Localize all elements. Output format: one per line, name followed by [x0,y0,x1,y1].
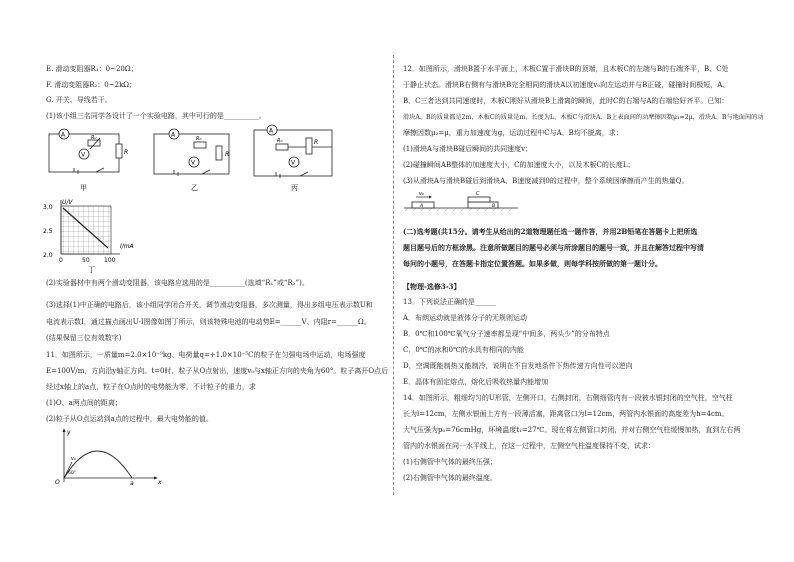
u-i-graph [28,196,158,276]
question-1: (1)该小组三名同学各设计了一个实验电路，其中可行的是__________。 [46,112,266,120]
graph-y-tick: 2.5 [43,228,53,235]
angle-label: 60° [68,471,76,476]
question-3-line-1: (3)选择(1)中正确的电路后，该小组同学闭合开关，调节滑动变阻器，多次测量，得出多组电压表示数U和 [46,301,373,309]
ammeter-label: A [61,131,66,139]
question-11-sub-2: (2)粒子从O点运动到a点的过程中，最大电势能的值。 [46,415,213,423]
svg-text:R₀: R₀ [91,135,97,141]
question-2: (2)实验器材中有两个滑动变阻器，该电路应选用的是__________(选填“R₁”或“R₂”)。 [46,279,309,287]
axis-x-label: x [158,479,162,486]
question-3-line-2: 电流表示数I，通过描点画出U-I图像如图丁所示，则该特殊电池的电动势E=______V、内阻r=______Ω。 [46,318,371,326]
circuit-jia [49,129,122,174]
question-14-line-2: 长为l=12cm，左侧水银面上方有一段薄活塞，距离管口为l=12cm，两管内水银面的高度差为h=4cm。 [403,410,729,418]
question-14-line-3: 大气压强为p₀=76cmHg，环境温度t₁=27℃。现在将左侧管口封闭，并对右侧空气柱缓慢加热，直到左右两 [403,426,741,434]
question-12-sub-1: (1)滑块A与滑块B碰后瞬间的共同速度v； [403,145,533,153]
blocks-figure [402,190,522,212]
graph-x-tick: 50 [82,257,90,264]
v0-label: v₀ [71,456,76,462]
question-13-option-a: A．布朗运动就是液体分子的无规则运动 [403,314,528,322]
question-11-line-1: 11．如图所示，一质量m=2.0×10⁻⁹kg、电荷量q=+1.0×10⁻⁵C的粒子在匀强电场中运动，电场强度 [46,351,366,359]
option-e: E. 滑动变阻器R₁：0~20Ω； [46,65,138,73]
graph-x-tick: 100 [104,257,116,264]
question-12-sub-3: (3)从滑块A与滑块B碰后到滑块A、B速度减到0的过程中，整个系统因摩擦而产生的热量Q。 [403,177,689,185]
elective-instruction-line-1: (二)选考题(共15分。请考生从给出的2道物理题任选一题作答，并用2B铅笔在答题卡上把所选 [403,227,698,236]
question-13-option-e: E．晶体有固定熔点，熔化后吸收热量内能增加 [403,378,549,386]
question-14-line-4: 管内的水银面在同一水平线上，在这一过程中，左侧空气柱温度保持不变，试求： [403,442,655,450]
question-12-line-1: 12．如图所示，滑块B置于水平面上，木板C置于滑块B的顶端，且木板C的左端与B的右端齐平，B、C处 [403,65,729,73]
circuit-label-yi: 乙 [191,184,198,192]
svg-text:A: A [269,127,274,135]
question-11-line-3: 经过x轴上的a点，粒子在O点时的电势能为零，不计粒子的重力，求 [46,383,256,391]
circuit-yi [154,129,229,176]
option-f: F. 滑动变阻器R₂：0~2kΩ； [46,81,137,89]
elective-instruction-line-3: 每问的小题号，在答题卡指定位置答题。如果多做，则每学科按所做的第一题计分。 [403,259,662,268]
voltmeter-label: V [81,151,86,159]
question-11-line-2: E=100V/m，方向沿y轴正方向。t=0时，粒子从O点射出，速度v₀与x轴正方向的夹角为60°。粒子离开O点后 [46,367,389,375]
graph-y-label: U/V [62,199,73,206]
point-a-label: a [130,480,134,486]
svg-text:R: R [314,139,319,146]
v0-label: v₀ [419,191,424,197]
svg-text:R₀: R₀ [277,138,283,144]
circuit-diagrams [44,124,344,194]
svg-text:V: V [291,159,296,167]
question-13-option-d: D．空调既能制热又能制冷，说明在不自发地条件下热传递方向性可以逆向 [403,362,633,370]
circuit-label-jia: 甲 [80,184,87,192]
question-14-sub-1: (1)右侧管中气体的最终压强； [403,458,497,466]
elective-instruction-line-2: 题目题号后的方框涂黑。注意所做题目的题号必须与所涂题目的题号一致，并且在解答过程中写清 [403,243,704,252]
label-c: C [476,191,480,197]
board-c [468,197,490,202]
graph-caption: 丁 [88,266,95,274]
option-g: G. 开关、导线若干。 [46,96,112,104]
column-divider [393,55,394,495]
question-12-sub-2: (2)碰撞瞬间AB整体的加速度大小，C的加速度大小，以及木板C的长度L； [403,161,635,169]
svg-text:R: R [225,151,230,158]
origin-label: O [55,479,60,486]
question-14-line-1: 14．如图所示，粗细均匀的U形管，左侧开口，右侧封闭，右侧细管内有一段被水银封闭的空气柱，空气柱 [403,394,733,402]
graph-y-tick: 2.0 [43,252,53,259]
svg-text:R: R [124,149,129,156]
question-13-option-b: B．0℃和100℃氧气分子速率都呈现“中间多，两头少”的分布特点 [403,330,610,338]
svg-text:R₀: R₀ [196,136,202,142]
question-3-line-3: (结果保留三位有效数字) [46,334,122,342]
graph-x-tick: 0 [59,257,63,264]
question-12-line-4: 滑块A、B的质量都是2m，木板C的质量是m，长度为L，木板C与滑块A、B上表面间的动摩擦因数μ₁=2μ，滑块A、B与地面间的动 [403,114,764,121]
question-13-option-c: C．0℃的冰和0℃的水具有相同的内能 [403,346,524,354]
label-b: B [492,204,496,209]
svg-text:A: A [171,131,176,139]
circuit-label-bing: 丙 [291,184,298,192]
question-12-line-5: 摩擦因数μ₂=μ，重力加速度为g，运动过程中C与A、B均不脱离，求： [403,129,623,137]
section-title: 【物理-选修3-3】 [403,282,461,291]
label-a: A [420,204,424,209]
question-13: 13．下列说法正确的是______ [403,298,496,306]
svg-text:V: V [191,159,196,167]
question-14-sub-2: (2)右侧管中气体的最终温度。 [403,474,497,482]
trajectory-figure [52,426,172,486]
question-11-sub-1: (1)O、a两点间的距离； [46,399,122,407]
circuit-bing [254,125,332,178]
question-12-line-3: B、C三者达到共同速度时，木板C刚好从滑块B上滑离的瞬间，此时C的右端与A的右端恰好齐平。已知： [403,97,729,105]
axis-y-label: y [67,429,71,436]
graph-y-tick: 3.0 [43,204,53,211]
question-12-line-2: 于静止状态。滑块B右侧有与滑块B完全相同的滑块A以初速度v₀向左运动并与B正碰，碰撞时间极短，A、 [403,81,730,89]
graph-x-label: I/mA [120,243,134,250]
